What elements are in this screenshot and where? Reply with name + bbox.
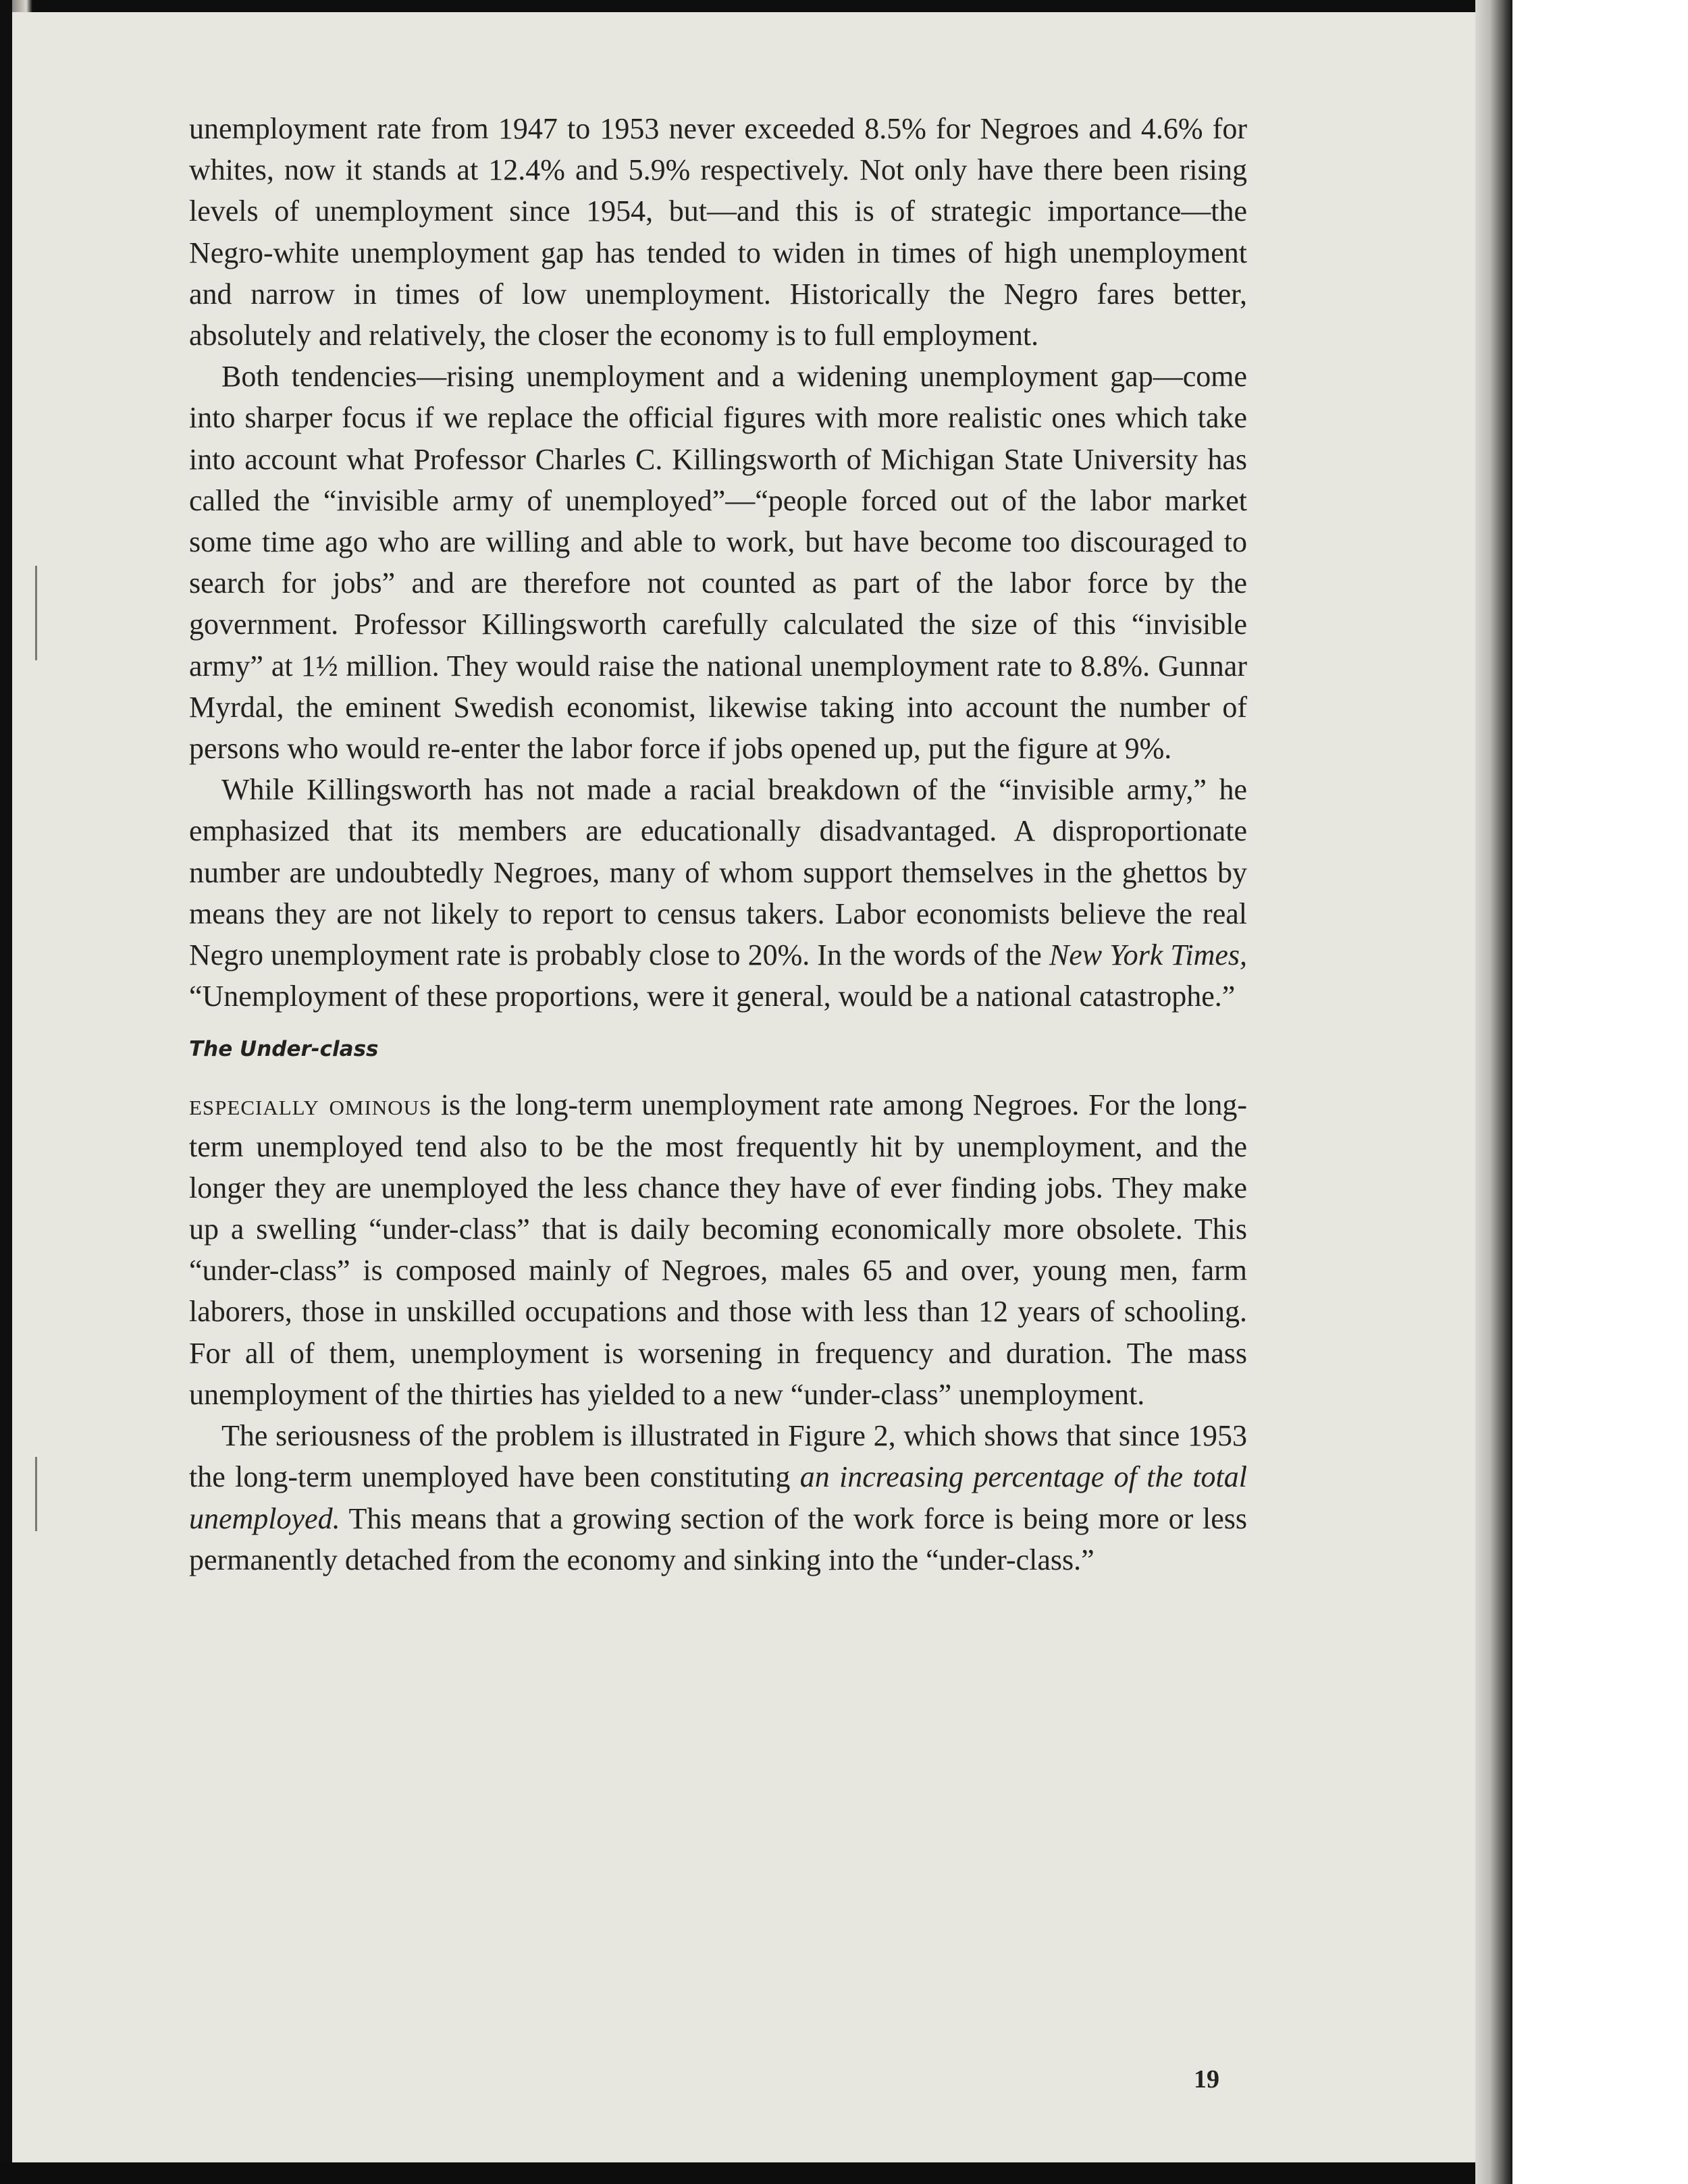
paragraph-1: unemployment rate from 1947 to 1953 never exceeded 8.5% for Negroes and 4.6% for whites, now it stands at 12.4% and 5.9% respectively. Not only have there been rising levels of unemployment since 1954, but—and this is of strategic importance—the Negro-white unemployment gap has tended to widen in times of high unemployment and narrow in times of low unemployment. Historically the Negro fares better, absolutely and relatively, the closer the economy is to full employment. [189, 112, 1247, 352]
text-column [189, 108, 1247, 1580]
paragraph-2: Both tendencies—rising unemployment and a widening unemployment gap—come into sharper focus if we replace the official figures with more realistic ones which take into account what Professor Charles C. Killingsworth of Michigan State University has called the “invisible army of unemployed”—“people forced out of the labor market some time ago who are willing and able to work, but have become too discouraged to search for jobs” and are therefore not counted as part of the labor force by the government. Professor Killingsworth carefully calculated the size of this “invisible army” at 1½ million. They would raise the national unemployment rate to 8.8%. Gunnar Myrdal, the eminent Swedish economist, likewise taking into account the number of persons who would re-enter the labor force if jobs opened up, put the figure at 9%. [189, 360, 1247, 766]
gutter-mark [35, 566, 37, 660]
page-right-edge [1475, 0, 1512, 2184]
paragraph-4-lead-in: especially ominous [189, 1088, 432, 1122]
paragraph-5-emphasis: an increasing percentage of the total unemployed. [189, 1460, 1247, 1535]
scan-left-border [0, 0, 12, 2184]
paragraph-3-text: While Killingsworth has not made a racial breakdown of the “invisible army,” he emphasized that its members are educationally disadvantaged. A disproportionate number are undoubtedly Negroes, many of whom support themselves in the ghettos by means they are not likely to report to census takers. Labor economists believe the real Negro unemployment rate is probably close to 20%. In the words of the [189, 773, 1247, 972]
paragraph-4-text: is the long-term unemployment rate among Negroes. For the long-term unemployed tend also to be the most frequently hit by unemployment, and the longer they are unemployed the less chance they have of ever finding jobs. They make up a swelling “under-class” that is daily becoming economically more obsolete. This “under-class” is composed mainly of Negroes, males 65 and over, young men, farm laborers, those in unskilled occupations and those with less than 12 years of schooling. For all of them, unemployment is worsening in frequency and duration. The mass unemployment of the thirties has yielded to a new “under-class” unemployment. [189, 1088, 1248, 1411]
paragraph-5 [189, 1415, 1247, 1580]
paragraph-3-quote: “Unemployment of these proportions, were it general, would be a national catastrophe.” [189, 980, 1236, 1013]
newspaper-title: New York Times, [1049, 938, 1248, 972]
paragraph-4 [189, 1084, 1247, 1415]
paragraph-3 [189, 769, 1247, 1017]
section-heading: The Under-class [189, 1037, 379, 1062]
gutter-mark [35, 1457, 37, 1531]
paragraph-5-conclusion: This means that a growing section of the work force is being more or less permanently detached from the economy and sinking into the “under-class.” [189, 1501, 1247, 1576]
scan-bottom-border [0, 2162, 1512, 2184]
scan-top-border [0, 0, 1512, 12]
book-page [12, 12, 1475, 2162]
paragraph-5-text: The seriousness of the problem is illustrated in Figure 2, which shows that since 1953 the long-term unemployed have been constituting [189, 1419, 1247, 1494]
page-number: 19 [1194, 2065, 1219, 2094]
